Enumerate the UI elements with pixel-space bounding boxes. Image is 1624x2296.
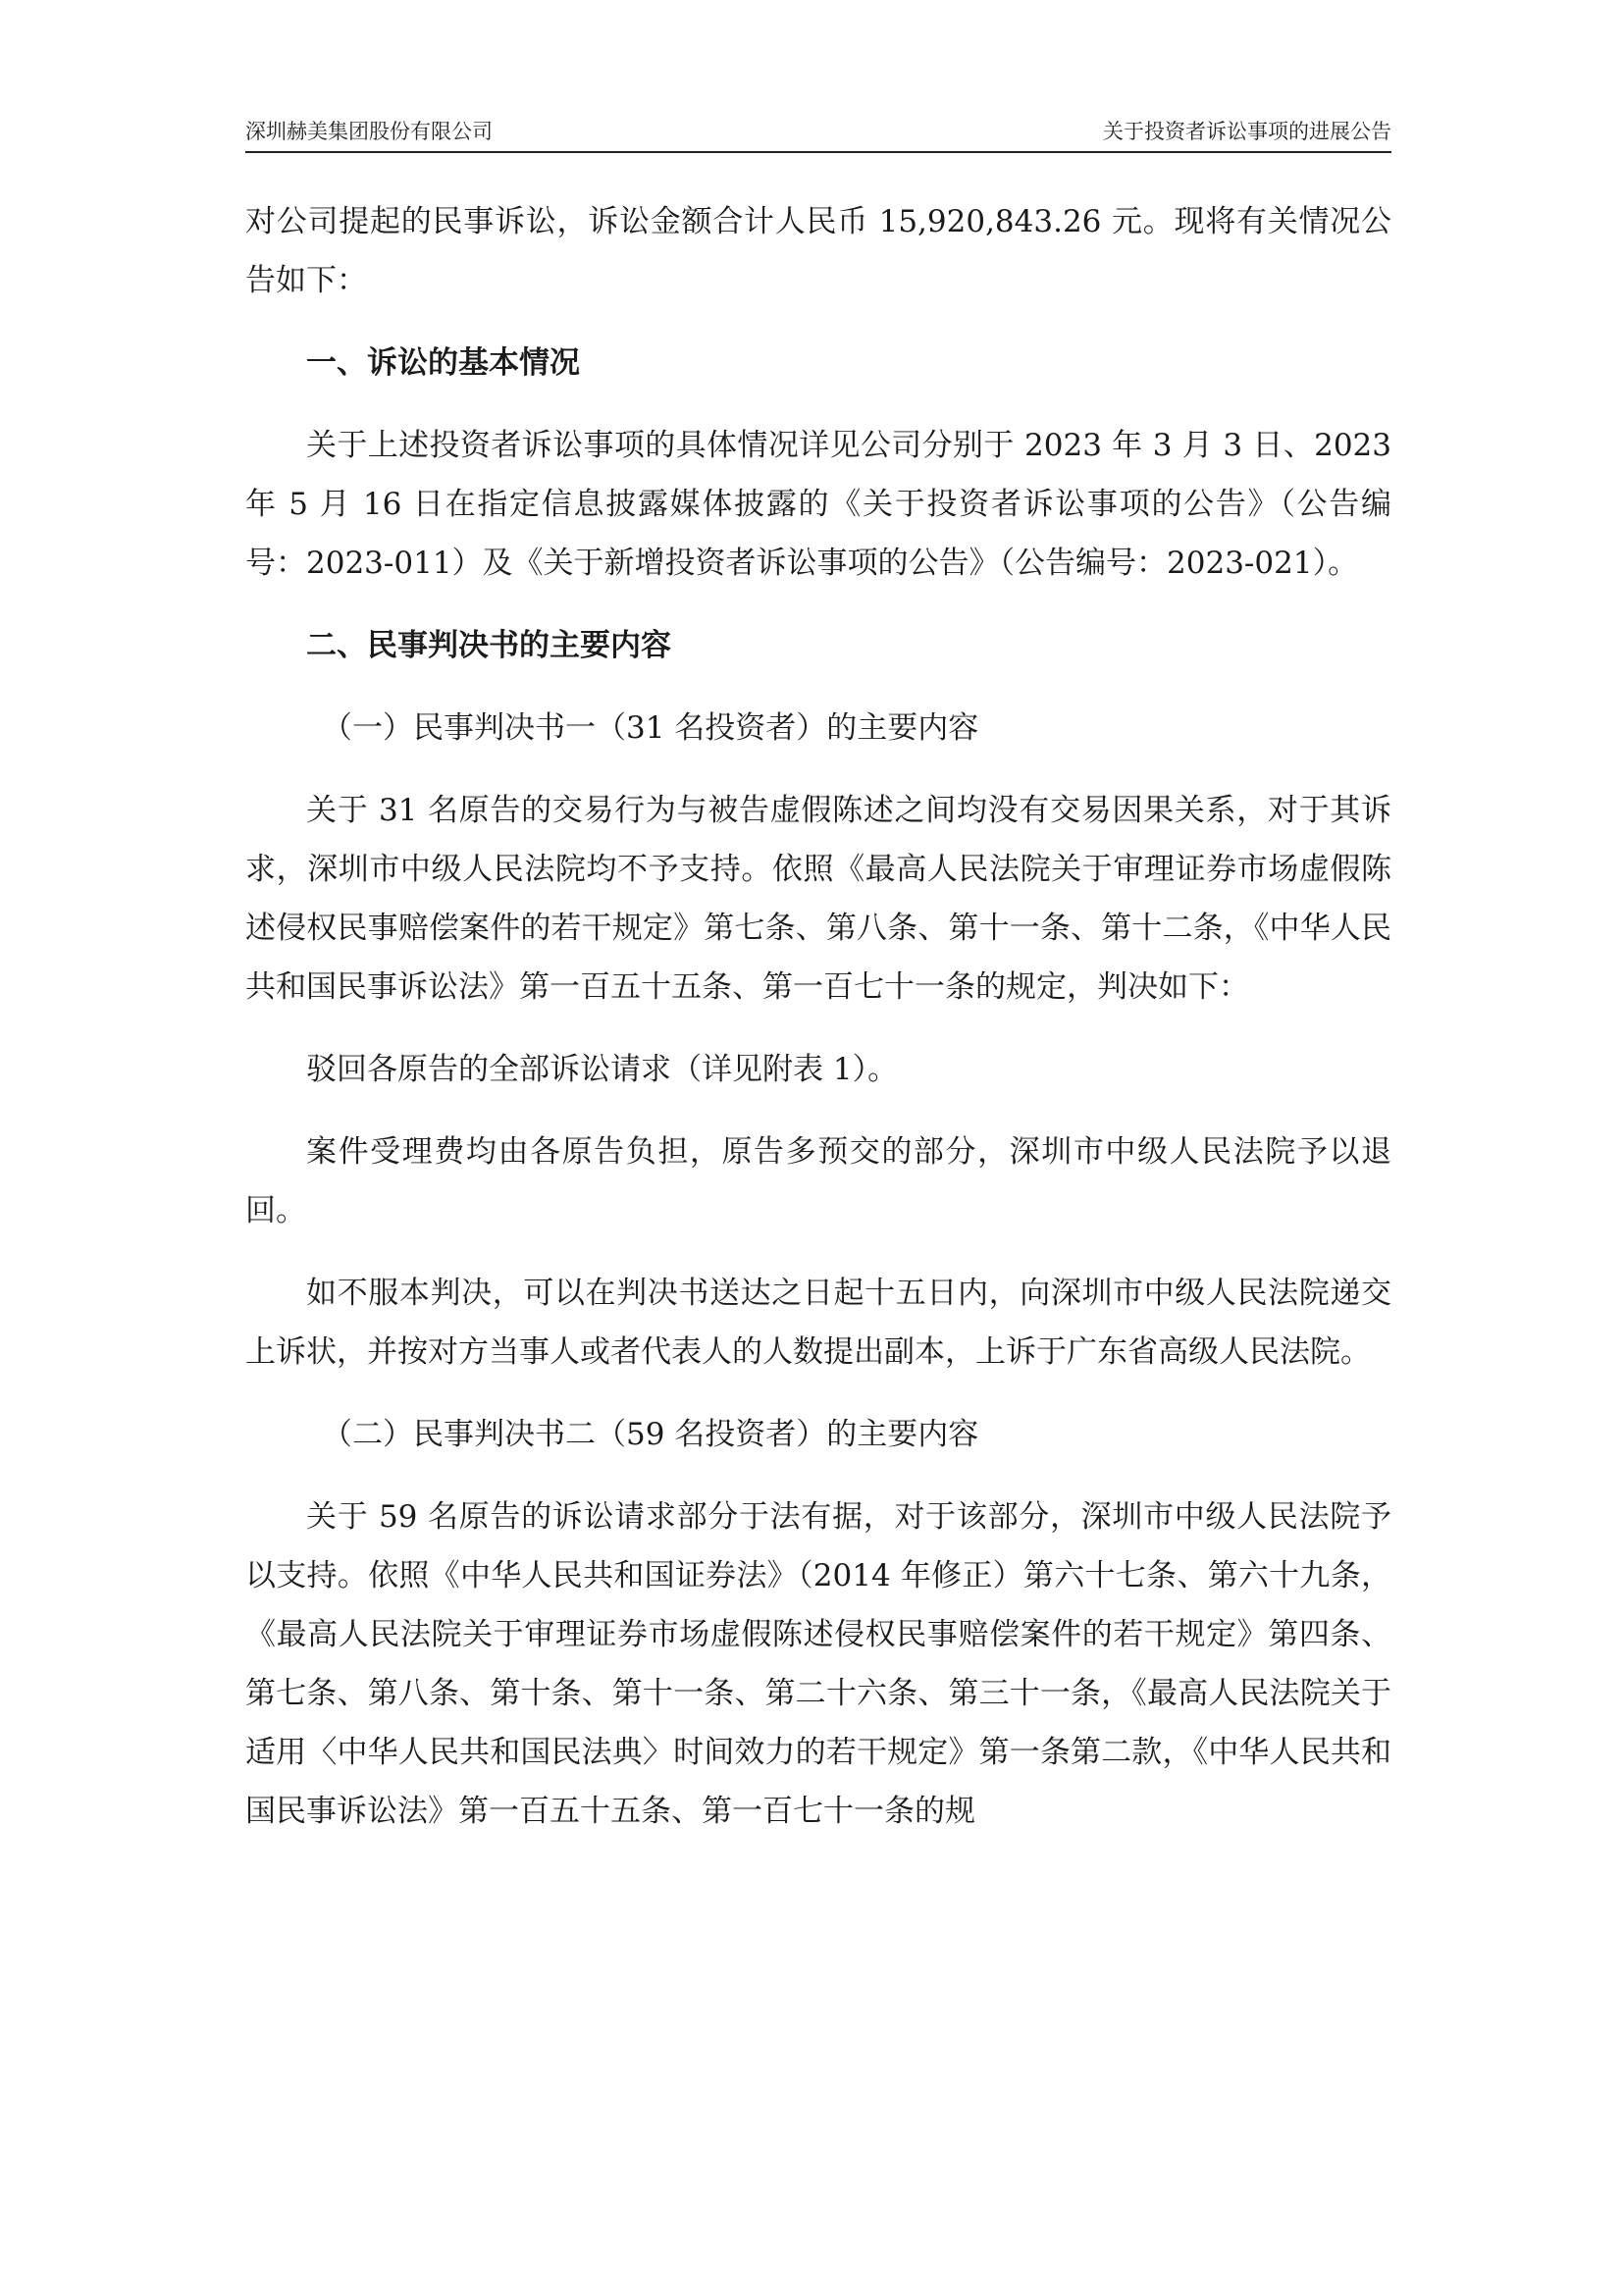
paragraph-judgment-1-fees: 案件受理费均由各原告负担，原告多预交的部分，深圳市中级人民法院予以退回。: [245, 1134, 1391, 1228]
section-heading-2: 二、民事判决书的主要内容: [306, 628, 671, 663]
header-divider: [245, 151, 1391, 153]
subsection-heading-1: （一）民事判决书一（31 名投资者）的主要内容: [322, 710, 979, 746]
paragraph-basic-info: 关于上述投资者诉讼事项的具体情况详见公司分别于 2023 年 3 月 3 日、2023 年 5 月 16 日在指定信息披露媒体披露的《关于投资者诉讼事项的公告》（公告编号：2023-011）及《关于新增投资者诉讼事项的公告》（公告编号：2023-021）。: [245, 428, 1391, 581]
section-heading-1: 一、诉讼的基本情况: [306, 345, 580, 381]
paragraph-judgment-2-reasoning: 关于 59 名原告的诉讼请求部分于法有据，对于该部分，深圳市中级人民法院予以支持。依照《中华人民共和国证券法》（2014 年修正）第六十七条、第六十九条，《最高人民法院关于审理证券市场虚假陈述侵权民事赔偿案件的若干规定》第四条、第七条、第八条、第十条、第十一条、第二十六条、第三十一条，《最高人民法院关于适用〈中华人民共和国民法典〉时间效力的若干规定》第一条第二款，《中华人民共和国民事诉讼法》第一百五十五条、第一百七十一条的规: [245, 1499, 1391, 1829]
paragraph-judgment-1-appeal: 如不服本判决，可以在判决书送达之日起十五日内，向深圳市中级人民法院递交上诉状，并按对方当事人或者代表人的人数提出副本，上诉于广东省高级人民法院。: [245, 1276, 1391, 1370]
page-header: [245, 116, 1391, 155]
subsection-heading-2: （二）民事判决书二（59 名投资者）的主要内容: [322, 1417, 979, 1452]
paragraph-judgment-1-reasoning: 关于 31 名原告的交易行为与被告虚假陈述之间均没有交易因果关系，对于其诉求，深圳市中级人民法院均不予支持。依照《最高人民法院关于审理证券市场虚假陈述侵权民事赔偿案件的若干规定》第七条、第八条、第十一条、第十二条，《中华人民共和国民事诉讼法》第一百五十五条、第一百七十一条的规定，判决如下：: [245, 793, 1391, 1005]
document-body: [245, 192, 1391, 1864]
paragraph-judgment-1-ruling: 驳回各原告的全部诉讼请求（详见附表 1）。: [306, 1052, 899, 1087]
header-company-name: 深圳赫美集团股份有限公司: [245, 120, 493, 143]
paragraph-intro: 对公司提起的民事诉讼，诉讼金额合计人民币 15,920,843.26 元。现将有关情况公告如下：: [245, 204, 1391, 298]
header-document-title: 关于投资者诉讼事项的进展公告: [1103, 120, 1391, 143]
